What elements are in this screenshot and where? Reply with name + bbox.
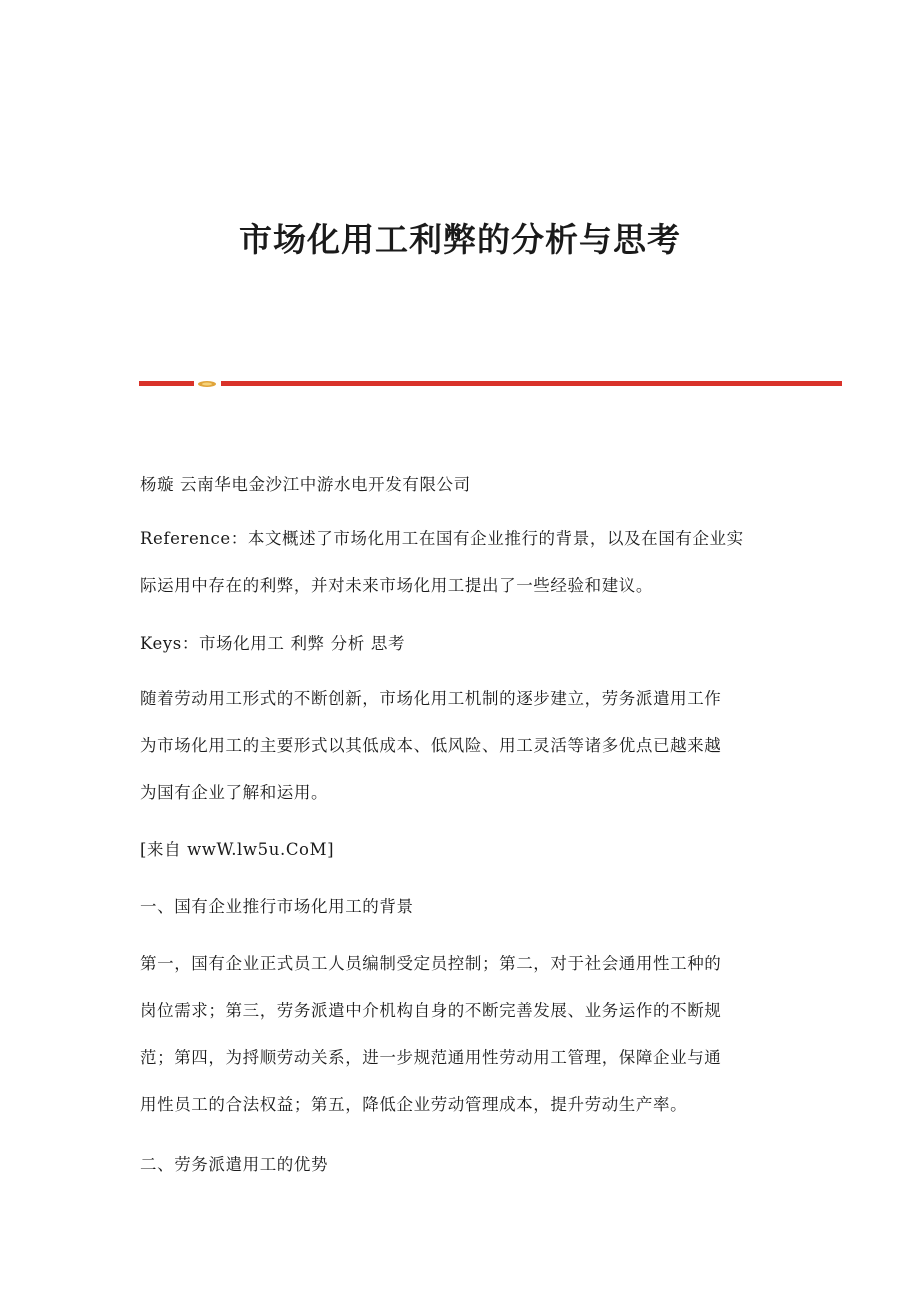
intro-line: 随着劳动用工形式的不断创新，市场化用工机制的逐步建立，劳务派遣用工作 <box>140 689 722 708</box>
section1-line: 用性员工的合法权益；第五，降低企业劳动管理成本，提升劳动生产率。 <box>140 1095 688 1114</box>
keys-label: Keys： <box>140 634 199 653</box>
keyword: 市场化用工 <box>198 634 285 653</box>
intro-line: 为国有企业了解和运用。 <box>140 783 329 802</box>
source-note: [来自 wwW.lw5u.CoM] <box>140 840 335 859</box>
divider-bar-left <box>139 381 194 386</box>
section1-line: 岗位需求；第三，劳务派遣中介机构自身的不断完善发展、业务运作的不断规 <box>140 1001 722 1020</box>
intro-paragraph <box>140 675 780 816</box>
keys-line <box>140 620 780 667</box>
keyword: 利弊 <box>290 634 325 653</box>
section-heading-2: 二、劳务派遣用工的优势 <box>140 1155 329 1174</box>
author-line: 杨璇 云南华电金沙江中游水电开发有限公司 <box>140 475 471 494</box>
intro-line: 为市场化用工的主要形式以其低成本、低风险、用工灵活等诸多优点已越来越 <box>140 736 722 755</box>
reference-line: Reference：本文概述了市场化用工在国有企业推行的背景，以及在国有企业实 <box>140 529 744 548</box>
keyword: 分析 <box>330 634 365 653</box>
section1-line: 第一，国有企业正式员工人员编制受定员控制；第二，对于社会通用性工种的 <box>140 954 722 973</box>
keyword: 思考 <box>370 634 406 653</box>
divider-ornament-icon <box>197 380 217 388</box>
divider-bar-right <box>221 381 842 386</box>
section1-paragraph <box>140 940 780 1128</box>
title-divider <box>139 378 842 388</box>
reference-paragraph <box>140 515 780 609</box>
section-heading-1: 一、国有企业推行市场化用工的背景 <box>140 897 414 916</box>
section1-line: 范；第四，为捋顺劳动关系，进一步规范通用性劳动用工管理，保障企业与通 <box>140 1048 722 1067</box>
document-title: 市场化用工利弊的分析与思考 <box>239 220 681 259</box>
reference-line: 际运用中存在的利弊，并对未来市场化用工提出了一些经验和建议。 <box>140 576 653 595</box>
